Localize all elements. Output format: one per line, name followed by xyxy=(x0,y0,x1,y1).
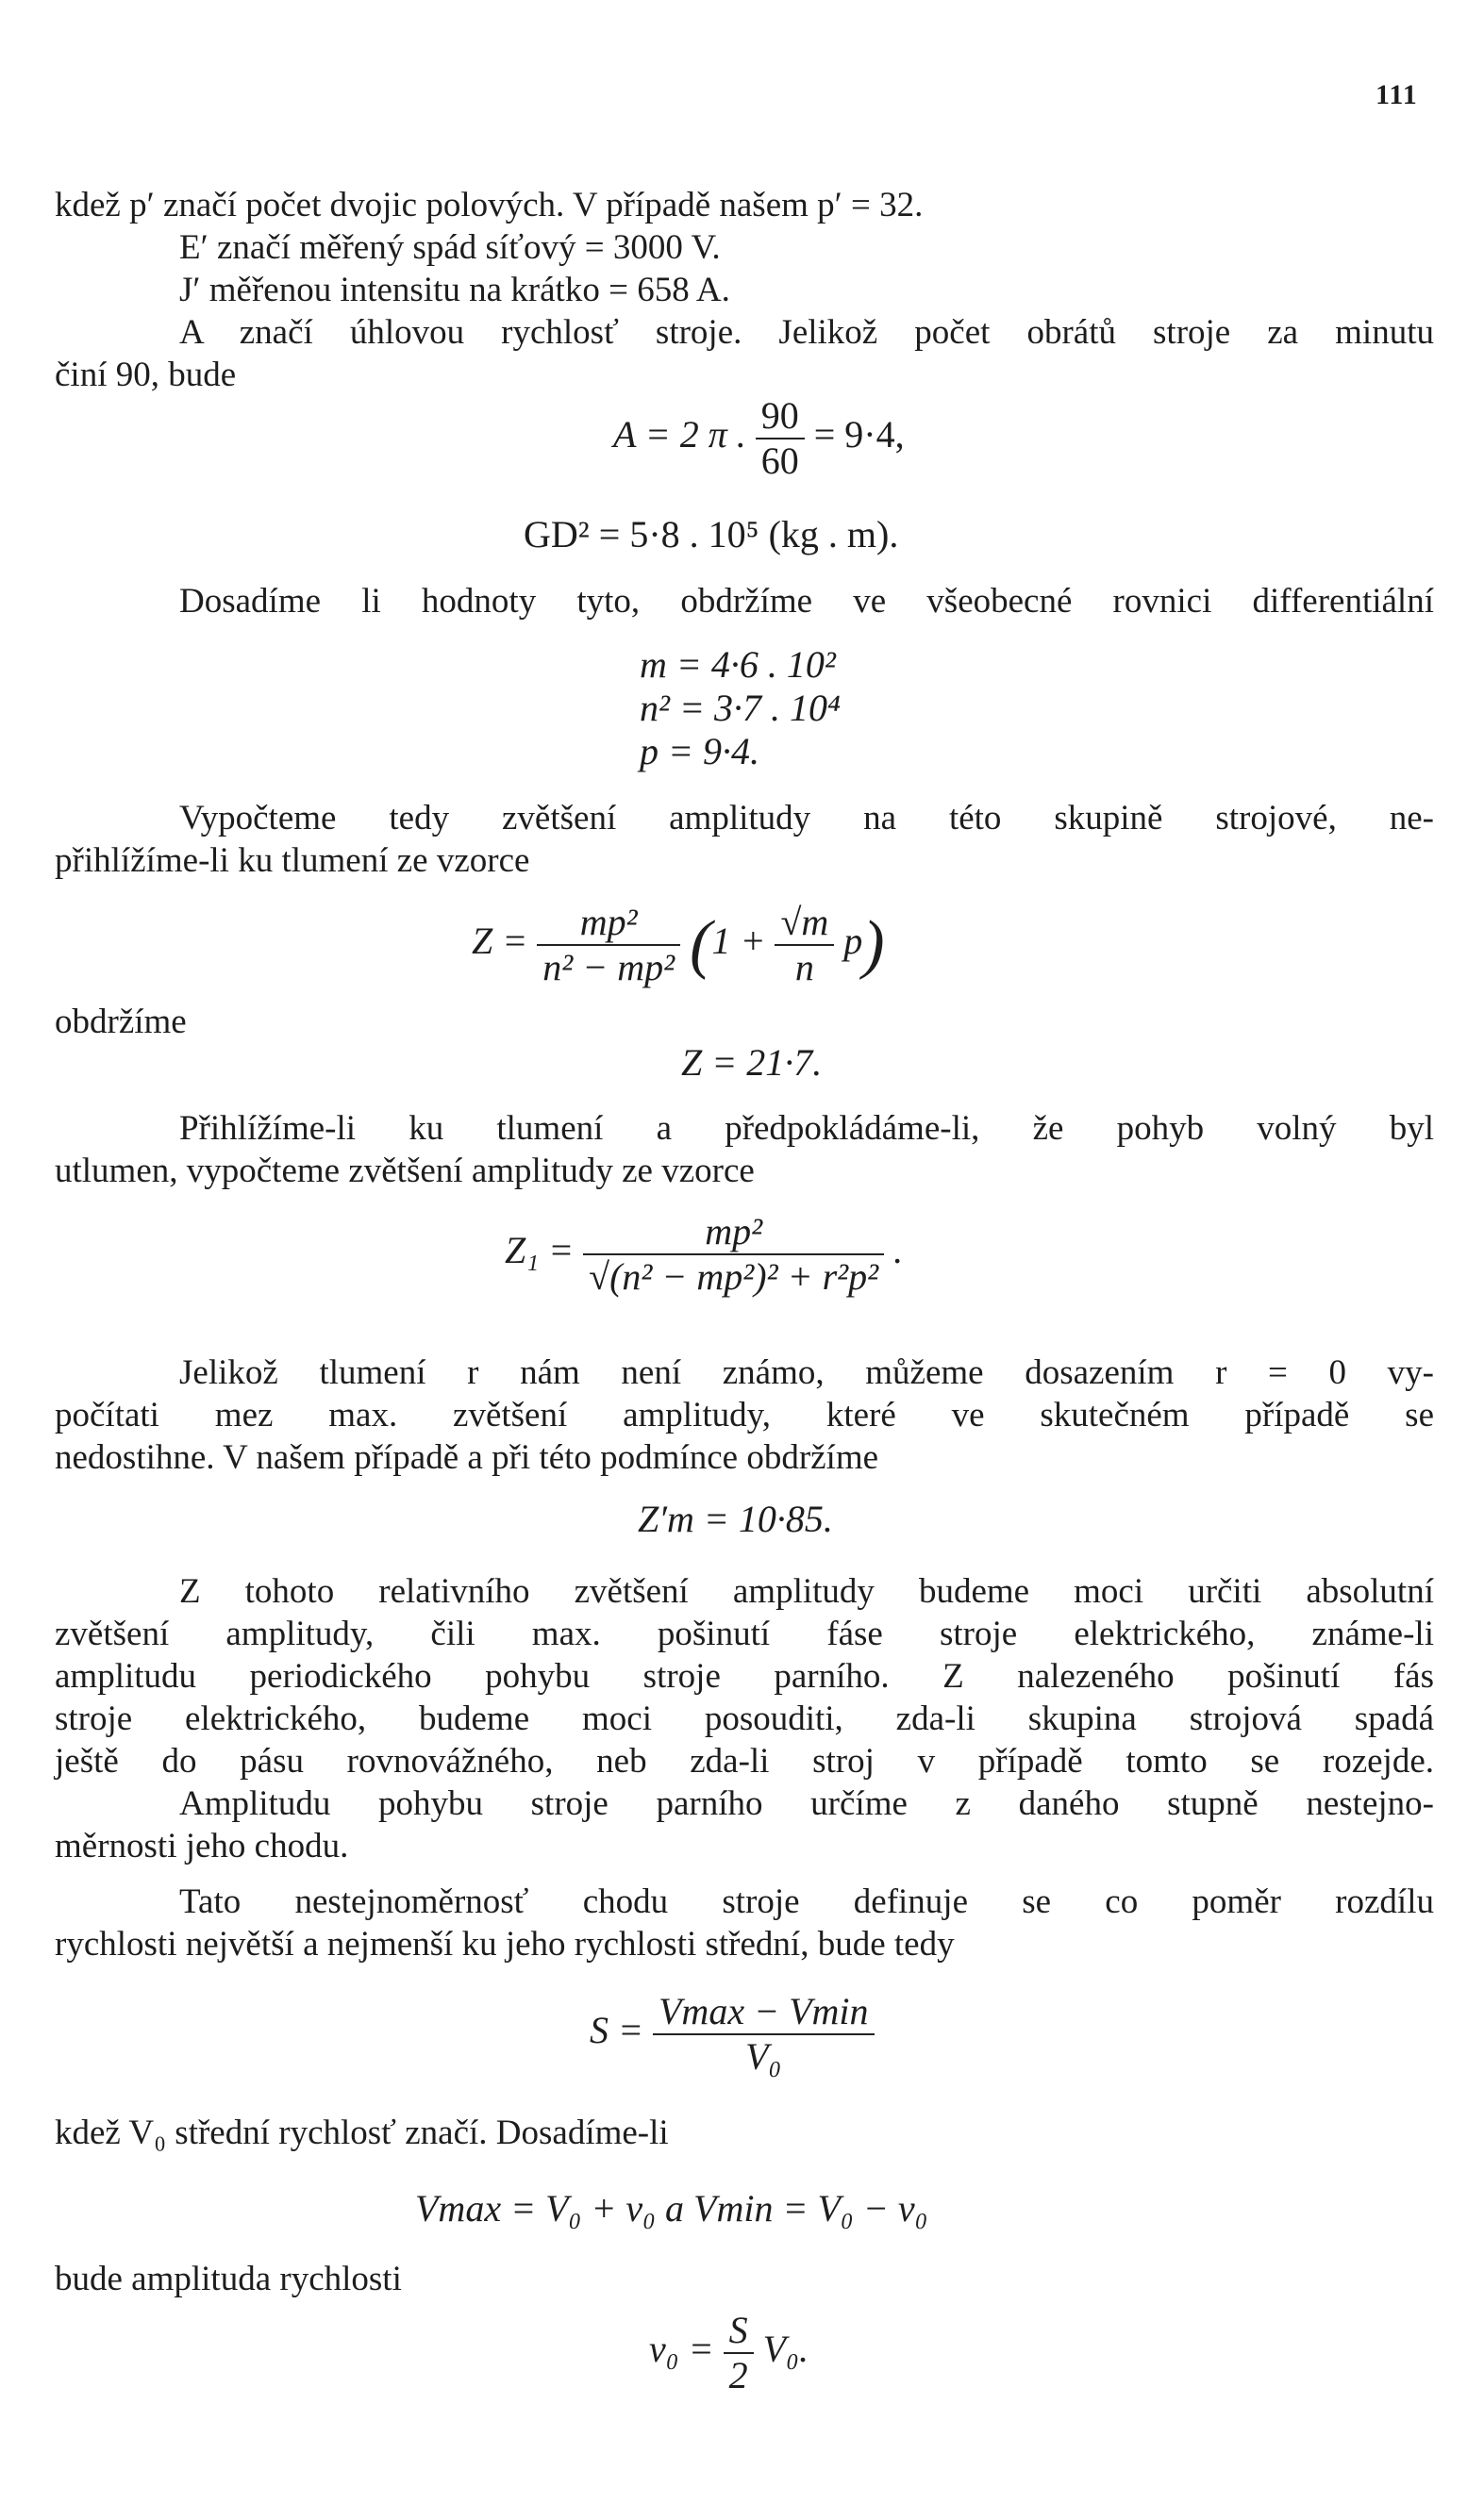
text-line-5: činí 90, bude xyxy=(55,356,237,394)
text-line-2: E′ značí měřený spád síťový = 3000 V. xyxy=(179,228,721,267)
equation-gd2: GD² = 5·8 . 10⁵ (kg . m). xyxy=(524,513,899,555)
text-line-11: utlumen, vypočteme zvětšení amplitudy ze vzorce xyxy=(55,1152,755,1190)
equation-angular-speed: A = 2 π . $\frac{90}{60}$ = 9·4, xyxy=(613,394,905,482)
text-line-7: Vypočteme tedy zvětšení amplitudy na této skupině strojové, ne- xyxy=(179,799,1434,837)
text-line-8: přihlížíme-li ku tlumení ze vzorce xyxy=(55,841,530,880)
text-line-13: počítati mez max. zvětšení amplitudy, které ve skutečném případě se xyxy=(55,1396,1434,1434)
text-line-25: bude amplituda rychlosti xyxy=(55,2260,402,2298)
text-line-16: zvětšení amplitudy, čili max. pošinutí fáse stroje elektrického, známe-li xyxy=(55,1615,1434,1653)
equation-z-value: Z = 21·7. xyxy=(681,1041,823,1084)
equation-vmax-vmin: Vmax = V₀ + v₀ a Vmin = V₀ − v₀ xyxy=(415,2187,928,2230)
text-line-18: stroje elektrického, budeme moci posouditi, zda-li skupina strojová spadá xyxy=(55,1699,1434,1738)
text-line-14: nedostihne. V našem případě a při této podmínce obdržíme xyxy=(55,1438,879,1477)
text-line-24: kdež V₀ střední rychlosť značí. Dosadíme-li xyxy=(55,2114,669,2152)
equation-z-undamped: Z = $\frac{\text{mp²}}{\text{n² − mp²}}$ (1 + $\frac{√m}{n}$ p) xyxy=(472,901,885,988)
equation-n2: n² = 3·7 . 10⁴ xyxy=(640,687,841,729)
equation-nonuniformity: S = $\frac{Vmax - Vmin}{\text{V₀}}$ xyxy=(590,1990,875,2079)
text-line-17: amplitudu periodického pohybu stroje parního. Z nalezeného pošinutí fás xyxy=(55,1657,1434,1696)
text-line-20: Amplitudu pohybu stroje parního určíme z daného stupně nestejno- xyxy=(179,1784,1434,1823)
text-line-15: Z tohoto relativního zvětšení amplitudy budeme moci určiti absolutní xyxy=(179,1572,1434,1611)
text-line-10: Přihlížíme-li ku tlumení a předpokládáme-li, že pohyb volný byl xyxy=(179,1109,1434,1148)
text-line-9: obdržíme xyxy=(55,1003,187,1041)
equation-z1-damped: Z₁ = $\frac{\text{mp²}}{\text{√(n² − mp²)² + r²p²}}$ . xyxy=(505,1210,904,1298)
text-line-3: J′ měřenou intensitu na krátko = 658 A. xyxy=(179,271,730,309)
equation-zm-max: Z′m = 10·85. xyxy=(638,1498,833,1540)
text-line-19: ještě do pásu rovnovážného, neb zda-li stroj v případě tomto se rozejde. xyxy=(55,1742,1434,1781)
page-number: 111 xyxy=(1376,79,1418,110)
text-line-21: měrnosti jeho chodu. xyxy=(55,1827,349,1865)
text-line-4: A značí úhlovou rychlosť stroje. Jelikož počet obrátů stroje za minutu xyxy=(179,313,1434,352)
equation-p: p = 9·4. xyxy=(640,730,759,772)
text-line-12: Jelikož tlumení r nám není známo, můžeme dosazením r = 0 vy- xyxy=(179,1353,1434,1392)
text-line-6: Dosadíme li hodnoty tyto, obdržíme ve všeobecné rovnici differentiální xyxy=(179,582,1434,621)
equation-v0: v₀ = $\frac{S}{2}$ V₀. xyxy=(649,2309,809,2396)
text-line-1: kdež p′ značí počet dvojic polových. V případě našem p′ = 32. xyxy=(55,186,924,224)
text-line-23: rychlosti největší a nejmenší ku jeho rychlosti střední, bude tedy xyxy=(55,1925,955,1964)
text-line-22: Tato nestejnoměrnosť chodu stroje definuje se co poměr rozdílu xyxy=(179,1882,1434,1921)
equation-m: m = 4·6 . 10² xyxy=(640,643,836,686)
